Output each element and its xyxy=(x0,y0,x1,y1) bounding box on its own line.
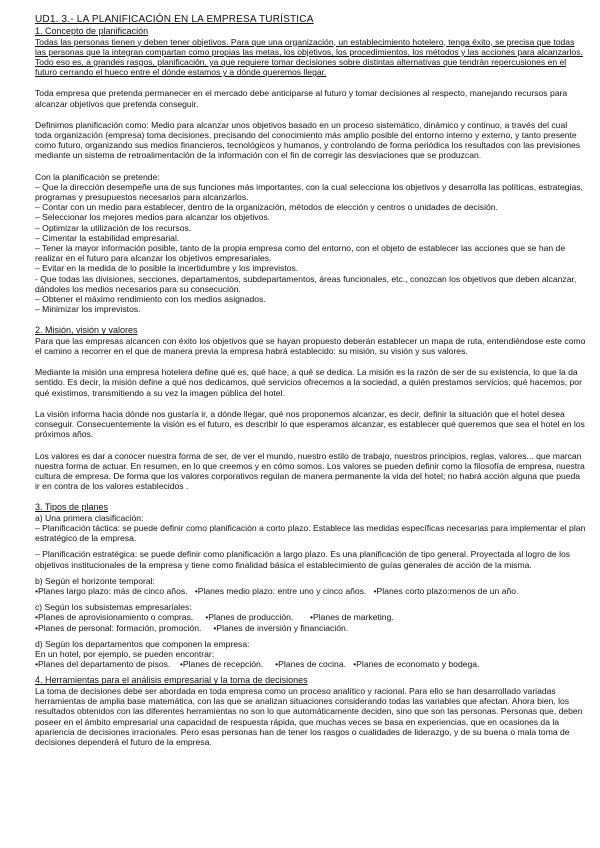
section-3-heading: 3. Tipos de planes xyxy=(35,502,109,513)
classification-d-label: d) Según los departamentos que componen la empresa: xyxy=(35,638,250,649)
section-2-paragraph-1: Para que las empresas alcancen con éxito los objetivos que se hayan propuesto deberán establecer un mapa de ruta, entendiéndose este como el camino a recorrer en el que de manera previa la empresa habrá establecido: su misión, su visión y sus valores. xyxy=(35,335,586,357)
list-item: – Tener la mayor información posible, tanto de la propia empresa como del entorno, con el objeto de establecer las acciones que se han de realizar en el futuro para alcanzar los objetivos empresariales. xyxy=(35,242,566,264)
values-paragraph: Los valores es dar a conocer nuestra forma de ser, de ver el mundo, nuestro estilo de trabajo, nuestros principios, reglas, valores... que marcan nuestra forma de actuar. En resumen, en lo que creemos y en cómo somos. Los valores se pueden definir como la filosofía de empresa, nuestra cultura de empresa. De forma que los valores corporativos regulan de manera permanente la vida del hotel; no habrá acción alguna que pueda ir en contra de los valores establecidos . xyxy=(35,450,585,492)
plan-item: •Planes de personal: formación, promoción. xyxy=(35,622,202,633)
plan-item: •Planes de aprovisionamiento o compras. xyxy=(35,612,194,623)
plan-item: •Planes de economato y bodega. xyxy=(353,659,480,670)
plan-item: •Planes de marketing. xyxy=(310,612,394,623)
subsystem-plans-row-2 xyxy=(35,623,586,633)
list-item: – Evitar en la medida de lo posible la incertidumbre y los imprevistos. xyxy=(35,263,299,274)
section-1-paragraph-2: Toda empresa que pretenda permanecer en el mercado debe anticiparse al futuro y tomar decisiones al respecto, manejando recursos para alcanzar objetivos que pretenda conseguir. xyxy=(35,88,568,109)
list-item: – Que la dirección desempeñe una de sus funciones más importantes, con la cual selecciona los objetivos y desarrolla las políticas, estrategias, programas y presupuestos necesarios para alcanzarlos. xyxy=(35,181,583,202)
plan-item: •Planes de producción. xyxy=(205,612,294,623)
list-item: - Que todas las divisiones, secciones, departamentos, subdepartamentos, áreas funcionales, etc., conozcan los objetivos que deben alcanzar, dándoles los medios necesarios para su consecución. xyxy=(35,273,577,294)
section-1-intro: Todas las personas tienen y deben tener objetivos. Para que una organización, un establecimiento hotelero, tenga éxito, se precisa que todas las personas que la integran compartan como propias las metas, los objetivos, los procedimientos, los métodos y las acciones para alcanzarlos. Todo eso es, a grandes rasgos, planificación, ya que requiere tomar decisiones sobre distintas alternativas que tendrán repercusiones en el futuro cerrando el hueco entre el dónde estamos y a dónde queremos llegar. xyxy=(35,36,583,78)
plan-item: •Planes medio plazo: entre uno y cinco años. xyxy=(194,586,367,597)
classification-c-label: c) Según los subsistemas empresariales: xyxy=(35,602,192,613)
section-1-heading: 1. Concepto de planificación xyxy=(35,26,149,36)
strategic-planning: – Planificación estratégica: se puede definir como planificación a largo plazo. Es una planificación de tipo general. Proyectada al logro de los objetivos institucionales de la empresa y tiene como finalidad básica el establecimiento de guías generales de acción de la misma. xyxy=(35,549,571,570)
tactical-planning: – Planificación táctica: se puede definir como planificación a corto plazo. Establece las medidas específicas necesarias para implementar el plan estratégico de la empresa. xyxy=(35,523,586,544)
plan-item: •Planes de inversión y financiación. xyxy=(213,622,349,633)
vision-paragraph: La visión informa hacia dónde nos gustaría ir, a dónde llegar, qué nos proponemos alcanzar, es decir, definir la situación que el hotel desea conseguir. Consecuentemente la visión es el futuro, es describir lo que esperamos alcanzar, es establecer qué queremos que sea el hotel en los próximos años. xyxy=(35,408,585,440)
mission-paragraph: Mediante la misión una empresa hotelera define qué es, qué hace, a qué se dedica. La misión es la razón de ser de su existencia, lo que la da sentido. Es decir, la misión define a qué nos dedicamos, qué servicios ofrecemos a la sociedad, a quién prestamos servicios, qué hacemos, por qué existimos, transmitiendo a su vez la imagen pública del hotel. xyxy=(35,367,582,398)
section-1-definition: Definimos planificación como: Medio para alcanzar unos objetivos basado en un proceso sistemático, dinámico y continuo, a través del cual toda organización (empresa) toma decisiones, precisando del conocimiento más amplio posible del entorno interno y externo, y tanto presente como futuro, organizando sus medios financieros, tecnológicos y humanos, y controlando de forma periódica los resultados con las previsiones mediante un sistema de retroalimentación de la información con el fin de corregir las desviaciones que se produzcan. xyxy=(35,119,581,161)
plan-item: •Planes largo plazo: más de cinco años. xyxy=(35,586,188,597)
list-item: – Contar con un medio para establecer, dentro de la organización, métodos de elección y centros o unidades de decisión. xyxy=(35,202,498,213)
list-item: – Obtener el máximo rendimiento con los medios asignados. xyxy=(35,293,266,304)
plan-item: •Planes de recepción. xyxy=(179,659,264,670)
plan-item: •Planes de cocina. xyxy=(275,659,346,670)
classification-b-label: b) Según el horizonte temporal: xyxy=(35,575,155,586)
classification-a-label: a) Una primera clasificación: xyxy=(35,512,144,523)
section-2-heading: 2. Misión, visión y valores xyxy=(35,325,138,336)
document-title: UD1. 3.- LA PLANIFICACIÓN EN LA EMPRESA TURÍSTICA xyxy=(35,14,314,25)
time-horizon-plans xyxy=(35,586,586,596)
section-4-heading: 4. Herramientas para el análisis empresarial y la toma de decisiones xyxy=(35,675,308,686)
list-item: – Minimizar los imprevistos. xyxy=(35,304,141,315)
plan-item: •Planes corto plazo:menos de un año. xyxy=(373,586,519,597)
section-4-paragraph: La toma de decisiones debe ser abordada en toda empresa como un proceso analítico y racional. Para ello se han desarrollado variadas herramientas de amplia base matemática, con las que se analizan situaciones considerando todas las variables que afectan. Ahora bien, los resultados obtenidos con las diferentes herramientas no son lo que automáticamente deciden, sino que son las personas. Personas que, deben poseer en el ámbito empresarial una capacidad de respuesta rápida, que muchas veces se basa en experiencias, que en ocasiones da la apariencia de decisiones irracionales. Pero esas personas han de tener los rasgos o cualidades de liderazgo, y de su buena o mala toma de decisiones dependerá el futuro de la empresa. xyxy=(35,685,583,747)
list-item: – Optimizar la utilización de los recursos. xyxy=(35,222,192,233)
objectives-list xyxy=(35,182,586,315)
department-plans xyxy=(35,659,586,669)
plan-item: •Planes del departamento de pisos. xyxy=(35,659,171,670)
subsystem-plans-row-1 xyxy=(35,612,586,622)
classification-d-intro: En un hotel, por ejemplo, se pueden encontrar: xyxy=(35,649,215,660)
list-item: – Seleccionar los mejores medios para alcanzar los objetivos. xyxy=(35,212,271,223)
section-1-list-intro: Con la planificación se pretende: xyxy=(35,171,160,182)
list-item: – Cimentar la estabilidad empresarial. xyxy=(35,232,180,243)
